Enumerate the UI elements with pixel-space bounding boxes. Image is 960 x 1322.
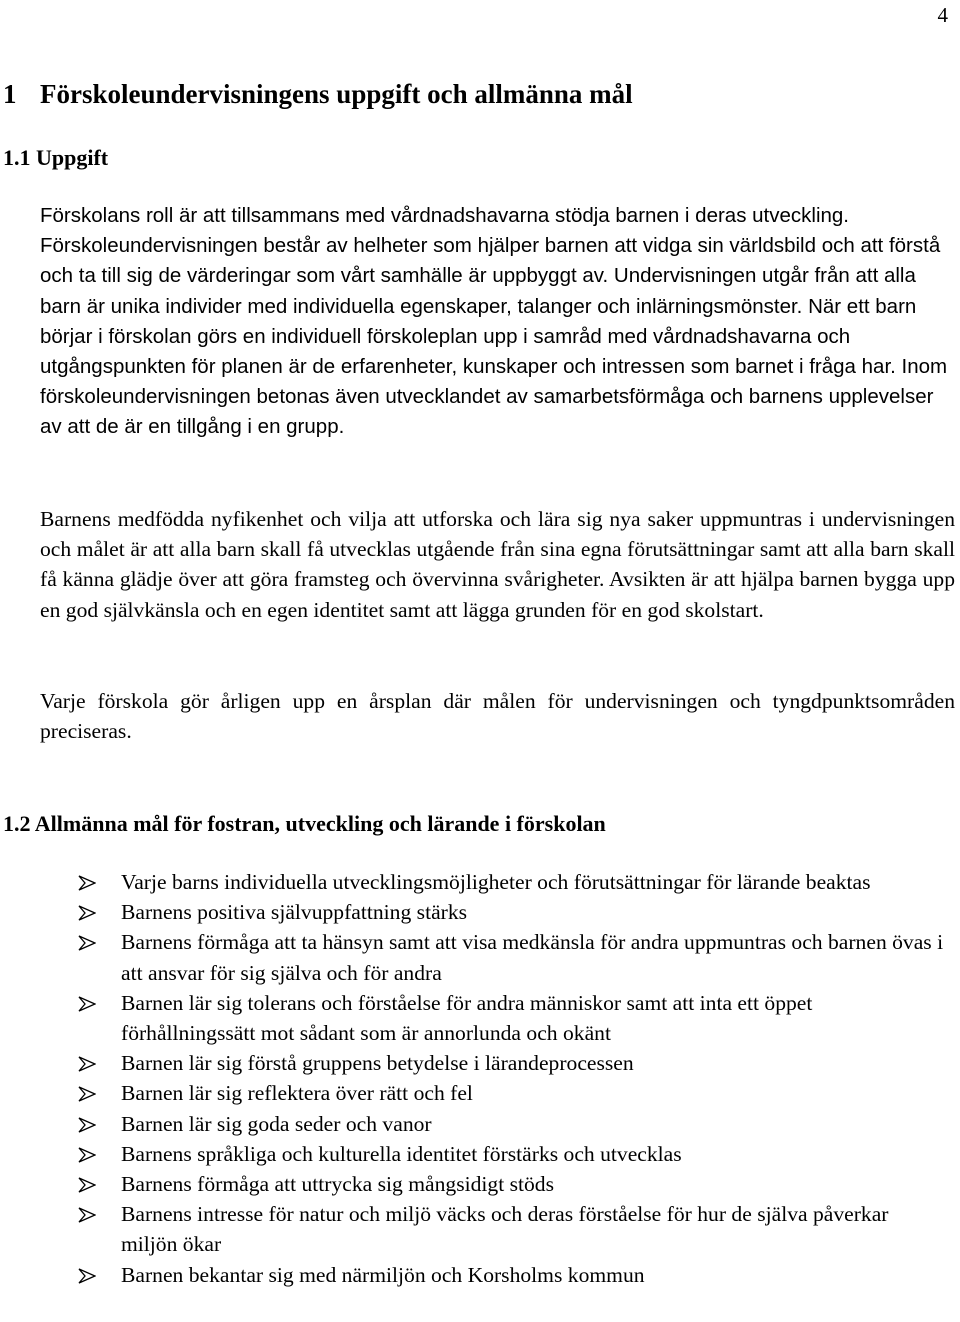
arrowhead-bullet-icon xyxy=(78,905,96,921)
list-item xyxy=(0,897,960,927)
arrowhead-bullet-icon xyxy=(78,1117,96,1133)
goals-list xyxy=(0,867,960,1290)
paragraph-curiosity: Barnens medfödda nyfikenhet och vilja att utforska och lära sig nya saker uppmuntras i undervisningen och målet är att alla barn skall få utvecklas utgående från sina egna förutsättningar samt att alla barn skall få känna glädje över att göra framsteg och övervinna svårigheter. Avsikten är att hjälpa barnen bygga upp en god självkänsla och en egen identitet samt att lägga grunden för en god skolstart. xyxy=(40,507,955,622)
list-item xyxy=(0,867,960,897)
chapter-number: 1 xyxy=(3,79,17,109)
list-item xyxy=(0,1139,960,1169)
page-number: 4 xyxy=(937,3,948,27)
paragraph-annual-plan: Varje förskola gör årligen upp en årsplan där målen för undervisningen och tyngdpunktsområden preciseras. xyxy=(40,689,955,744)
section-heading-general-goals: 1.2 Allmänna mål för fostran, utveckling och lärande i förskolan xyxy=(3,811,606,836)
arrowhead-bullet-icon xyxy=(78,1268,96,1284)
list-item-text: Barnen lär sig reflektera över rätt och fel xyxy=(121,1081,473,1106)
chapter-title: Förskoleundervisningens uppgift och allmänna mål xyxy=(40,79,633,109)
chapter-heading xyxy=(3,78,633,110)
list-item-text: Barnen lär sig förstå gruppens betydelse i lärandeprocessen xyxy=(121,1051,634,1076)
list-item-text: Varje barns individuella utvecklingsmöjligheter och förutsättningar för lärande beaktas xyxy=(121,870,871,894)
list-item-text: Barnens förmåga att ta hänsyn samt att visa medkänsla för andra uppmuntras och barnen övas i att ansvar för sig själva och för andra xyxy=(121,930,944,985)
list-item xyxy=(0,1199,960,1259)
list-item xyxy=(0,1078,960,1108)
list-item xyxy=(0,1048,960,1078)
arrowhead-bullet-icon xyxy=(78,1177,96,1193)
list-item-text: Barnen lär sig goda seder och vanor xyxy=(121,1111,432,1136)
arrowhead-bullet-icon xyxy=(78,996,96,1012)
list-item-text: Barnens positiva självuppfattning stärks xyxy=(121,900,468,925)
list-item xyxy=(0,1169,960,1199)
list-item xyxy=(0,927,960,987)
arrowhead-bullet-icon xyxy=(78,1086,96,1102)
arrowhead-bullet-icon xyxy=(78,1147,96,1163)
list-item-text: Barnens förmåga att uttrycka sig mångsidigt stöds xyxy=(121,1172,554,1197)
list-item-text: Barnen bekantar sig med närmiljön och Korsholms kommun xyxy=(121,1262,645,1287)
list-item-text: Barnen lär sig tolerans och förståelse för andra människor samt att inta ett öppet förhållningssätt mot sådant som är annorlunda och okänt xyxy=(121,990,813,1046)
arrowhead-bullet-icon xyxy=(78,1207,96,1223)
list-item xyxy=(0,1109,960,1139)
section-heading-uppgift: 1.1 Uppgift xyxy=(3,145,109,170)
list-item xyxy=(0,1260,960,1290)
list-item xyxy=(0,988,960,1048)
arrowhead-bullet-icon xyxy=(78,875,96,891)
arrowhead-bullet-icon xyxy=(78,935,96,951)
list-item-text: Barnens språkliga och kulturella identitet förstärks och utvecklas xyxy=(121,1141,682,1166)
paragraph-role-of-preschool: Förskolans roll är att tillsammans med vårdnadshavarna stödja barnen i deras utveckling. Förskoleundervisningen består av helheter som hjälper barnen att vidga sin världsbild och att förstå och ta till sig de värderingar som vårt samhälle är uppbyggt av. Undervisningen utgår från att alla barn är unika individer med individuella egenskaper, talanger och inlärningsmönster. När ett barn börjar i förskolan görs en individuell förskoleplan upp i samråd med vårdnadshavarna och utgångspunkten för planen är de erfarenheter, kunskaper och intressen som barnet i fråga har. Inom förskoleundervisningen betonas även utvecklandet av samarbetsförmåga och barnens upplevelser av att de är en tillgång i en grupp. xyxy=(40,204,948,439)
list-item-text: Barnens intresse för natur och miljö väcks och deras förståelse för hur de själva påverkar miljön ökar xyxy=(121,1202,889,1257)
arrowhead-bullet-icon xyxy=(78,1056,96,1072)
